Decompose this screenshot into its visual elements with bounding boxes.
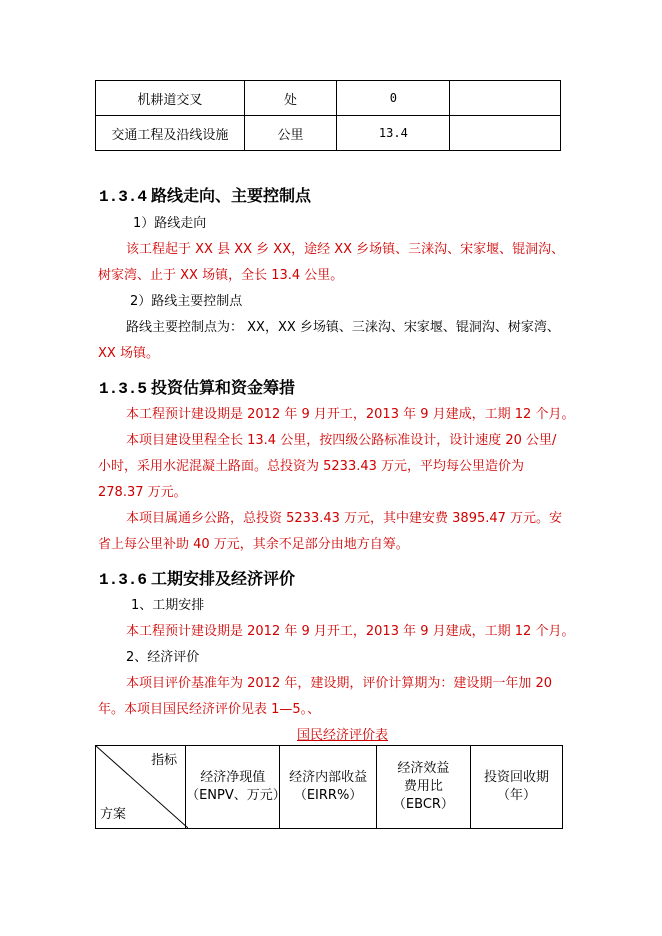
table-caption: 国民经济评价表	[297, 728, 389, 743]
section-number: 1.3.5	[99, 380, 148, 398]
header-text: 费用比	[403, 779, 443, 794]
diagonal-header-cell	[96, 746, 186, 829]
header-text: （ENPV、万元）	[186, 788, 286, 803]
economic-evaluation-table	[95, 745, 563, 829]
section-heading-1-3-5	[99, 375, 295, 398]
table-cell	[450, 116, 561, 151]
table-cell: 处	[244, 81, 337, 116]
table-cell: 0	[337, 81, 450, 116]
paragraph-line: 小时，采用水泥混凝土路面。总投资为 5233.43 万元，平均每公里造价为	[98, 459, 525, 474]
paragraph-line: XX 场镇。	[98, 346, 159, 361]
table-row	[96, 116, 561, 151]
header-ebcr	[376, 746, 470, 829]
section-title: 路线走向、主要控制点	[151, 186, 312, 205]
paragraph-line: 本工程预计建设期是 2012 年 9 月开工，2013 年 9 月建成，工期 12 个月。	[126, 407, 575, 422]
header-text: （EBCR）	[392, 797, 454, 812]
header-text: （EIRR%）	[293, 788, 363, 803]
paragraph-line: 省上每公里补助 40 万元，其余不足部分由地方自筹。	[98, 537, 409, 552]
section-heading-1-3-4	[99, 183, 311, 206]
header-text: （年）	[497, 788, 537, 803]
paragraph-line: 本项目属通乡公路，总投资 5233.43 万元，其中建安费 3895.47 万元。安	[126, 511, 563, 526]
table-cell: 交通工程及沿线设施	[96, 116, 245, 151]
section-number: 1.3.4	[99, 188, 148, 206]
table-row	[96, 81, 561, 116]
header-text: 经济效益	[397, 761, 450, 776]
subheading: 1、工期安排	[131, 598, 205, 613]
section-number: 1.3.6	[99, 571, 148, 589]
table-cell: 13.4	[337, 116, 450, 151]
table-cell: 公里	[244, 116, 337, 151]
header-indicator-label: 指标	[151, 753, 178, 768]
paragraph-line: 本工程预计建设期是 2012 年 9 月开工，2013 年 9 月建成，工期 12 个月。	[126, 624, 575, 639]
paragraph-line: 年。本项目国民经济评价见表 1—5。、	[98, 702, 321, 717]
section-title: 投资估算和资金筹措	[151, 378, 296, 397]
header-eirr	[280, 746, 376, 829]
table-cell: 机耕道交叉	[96, 81, 245, 116]
section-heading-1-3-6	[99, 566, 295, 589]
paragraph-line: 该工程起于 XX 县 XX 乡 XX，途经 XX 乡场镇、三涞沟、宋家堰、锟洞沟、	[126, 242, 565, 257]
header-text: 经济净现值	[200, 770, 266, 785]
header-text: 投资回收期	[484, 770, 550, 785]
header-enpv	[186, 746, 286, 829]
subheading: 2）路线主要控制点	[130, 294, 243, 309]
paragraph-line: 树家湾、止于 XX 场镇，全长 13.4 公里。	[98, 268, 344, 283]
paragraph-line: 本项目建设里程全长 13.4 公里，按四级公路标准设计，设计速度 20 公里/	[126, 433, 557, 448]
paragraph-line: 本项目评价基准年为 2012 年，建设期，评价计算期为：建设期一年加 20	[126, 676, 553, 691]
project-quantity-table	[95, 80, 561, 151]
subheading: 1）路线走向	[133, 216, 207, 231]
header-scheme-label: 方案	[100, 807, 127, 822]
paragraph-line: 278.37 万元。	[98, 485, 187, 500]
header-text: 经济内部收益	[289, 770, 368, 785]
table-header-row	[96, 746, 563, 829]
header-payback	[471, 746, 563, 829]
section-title: 工期安排及经济评价	[151, 569, 296, 588]
table-cell	[450, 81, 561, 116]
paragraph-line: 路线主要控制点为： XX，XX 乡场镇、三涞沟、宋家堰、锟洞沟、树家湾、	[126, 320, 560, 335]
subheading: 2、经济评价	[126, 650, 200, 665]
